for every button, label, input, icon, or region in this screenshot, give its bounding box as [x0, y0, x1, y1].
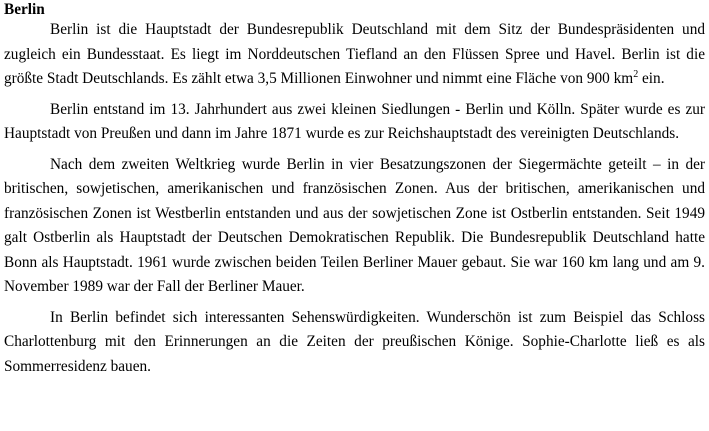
paragraph-1-tail: ein. [638, 70, 665, 87]
superscript-squared: 2 [633, 69, 639, 80]
paragraph-1 [4, 18, 705, 92]
document-title: Berlin [4, 1, 45, 18]
paragraph-1-text: Berlin ist die Hauptstadt der Bundesrepublik Deutschland mit dem Sitz der Bundespräsidenten und zugleich ein Bundesstaat. Es liegt im Norddeutschen Tiefland an den Flüssen Spree und Havel. Berlin ist die größte Stadt Deutschlands. Es zählt etwa 3,5 Millionen Einwohner und nimmt eine Fläche von 900 km [4, 21, 705, 87]
paragraph-3: Nach dem zweiten Weltkrieg wurde Berlin in vier Besatzungszonen der Siegermächte geteilt – in der britischen, sowjetischen, amerikanischen und französischen Zonen. Aus der britischen, amerikanischen und französischen Zonen ist Westberlin entstanden und aus der sowjetischen Zone ist Ostberlin entstanden. Seit 1949 galt Ostberlin als Hauptstadt der Deutschen Demokratischen Republik. Die Bundesrepublik Deutschland hatte Bonn als Hauptstadt. 1961 wurde zwischen beiden Teilen Berliner Mauer gebaut. Sie war 160 km lang und am 9. November 1989 war der Fall der Berliner Mauer. [4, 155, 705, 295]
document-body [4, 0, 705, 385]
paragraph-2: Berlin entstand im 13. Jahrhundert aus zwei kleinen Siedlungen - Berlin und Kölln. Später wurde es zur Hauptstadt von Preußen und dann im Jahre 1871 wurde es zur Reichshauptstadt des vereinigten Deutschlands. [4, 100, 705, 142]
paragraph-4: In Berlin befindet sich interessanten Sehenswürdigkeiten. Wunderschön ist zum Beispiel das Schloss Charlottenburg mit den Erinnerungen an die Zeiten der preußischen Könige. Sophie-Charlotte ließ es als Sommerresidenz bauen. [4, 308, 705, 375]
